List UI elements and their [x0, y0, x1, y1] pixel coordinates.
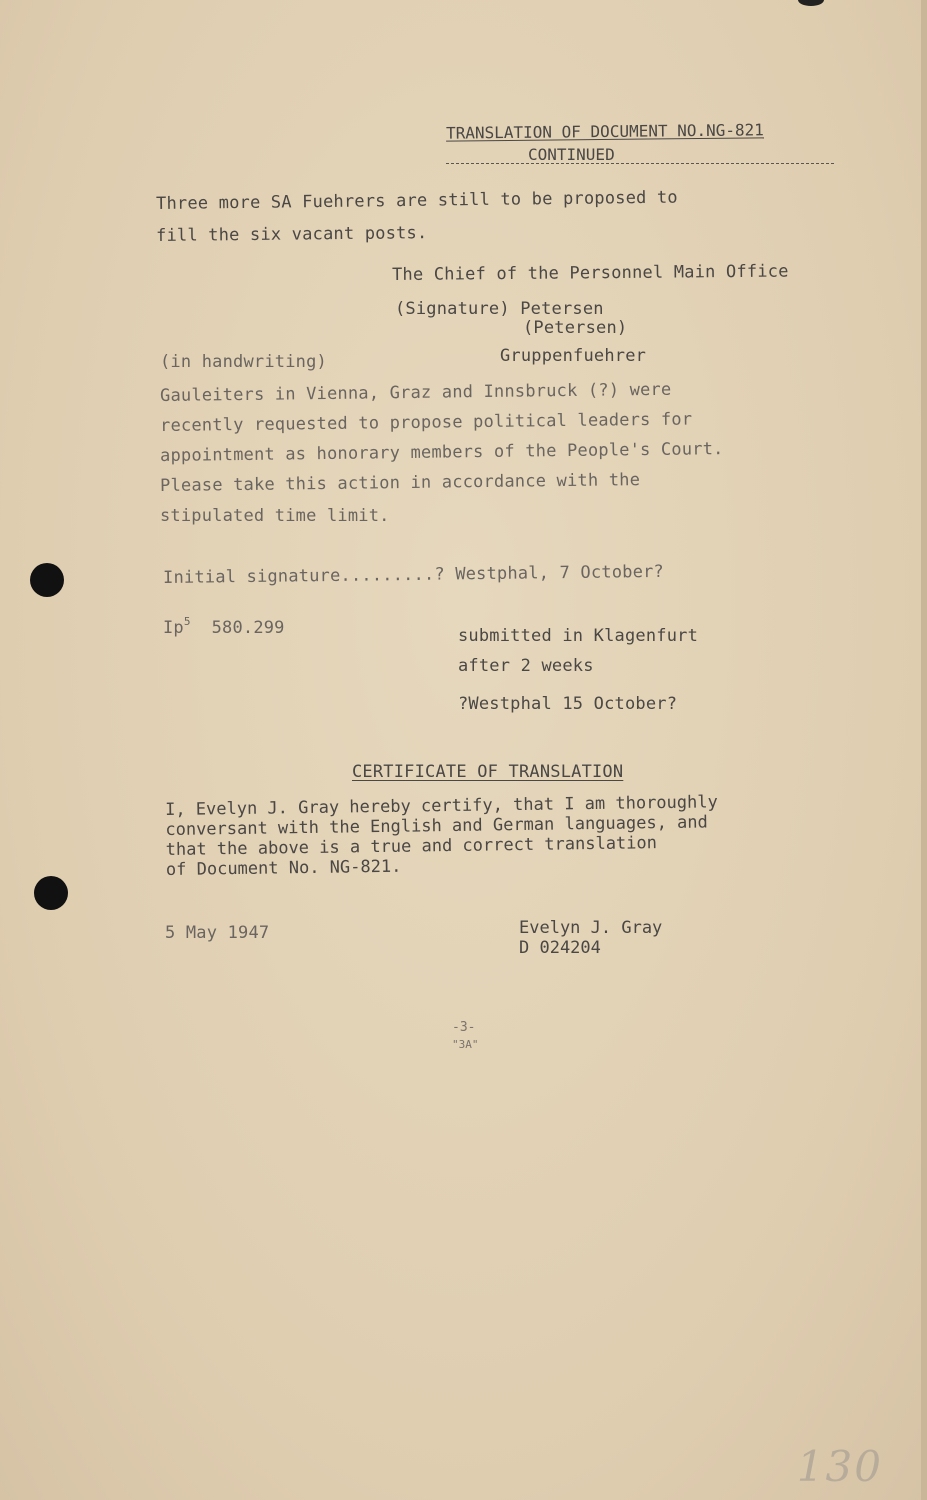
certificate-title: CERTIFICATE OF TRANSLATION — [352, 762, 624, 782]
paragraph-2-line-3: appointment as honorary members of the People's Court. — [159, 439, 724, 466]
certificate-line-3: that the above is a true and correct translation — [165, 833, 658, 860]
ip-reference — [163, 616, 285, 637]
paragraph-1-line-2: fill the six vacant posts. — [155, 223, 428, 246]
ip-label: Ip — [163, 618, 184, 638]
document-header — [446, 122, 764, 164]
handwriting-note: (in handwriting) — [160, 352, 327, 372]
certificate-line-1: I, Evelyn J. Gray hereby certify, that I am thoroughly — [165, 792, 718, 820]
initial-signature-line: Initial signature.........? Westphal, 7 October? — [162, 561, 665, 588]
signature-name: (Petersen) — [523, 318, 628, 338]
signer-block — [519, 918, 662, 958]
certificate-date: 5 May 1947 — [165, 923, 270, 943]
signer-id: D 024204 — [519, 938, 601, 958]
signature-line: (Signature) Petersen — [395, 299, 604, 319]
header-continued: CONTINUED — [528, 145, 615, 164]
paper-edge — [921, 0, 927, 1500]
punch-hole-lower — [34, 876, 68, 910]
header-rule — [446, 163, 834, 164]
certificate-line-4: of Document No. NG-821. — [165, 856, 402, 880]
paragraph-2-line-5: stipulated time limit. — [160, 506, 390, 526]
ip-superscript: 5 — [183, 615, 191, 628]
signer-name: Evelyn J. Gray — [519, 918, 663, 938]
paragraph-1-line-1: Three more SA Fuehrers are still to be proposed to — [155, 187, 678, 214]
submitted-line-2: after 2 weeks — [458, 656, 594, 676]
rank-line: Gruppenfuehrer — [500, 346, 647, 366]
handwritten-page-number: 130 — [796, 1442, 883, 1491]
paragraph-2-line-1: Gauleiters in Vienna, Graz and Innsbruck (?) were — [159, 379, 672, 406]
chief-title-line: The Chief of the Personnel Main Office — [391, 261, 789, 285]
certificate-line-2: conversant with the English and German languages, and — [165, 812, 708, 840]
paragraph-2-line-4: Please take this action in accordance with the — [159, 470, 641, 496]
page-number: -3- — [452, 1020, 476, 1035]
paragraph-2-line-2: recently requested to propose political leaders for — [159, 409, 693, 436]
submitted-line-1: submitted in Klagenfurt — [458, 626, 699, 646]
ip-number: 580.299 — [211, 618, 285, 638]
header-title: TRANSLATION OF DOCUMENT NO.NG-821 — [445, 120, 764, 143]
certificate-body — [165, 792, 719, 880]
page-stamp: "3A" — [452, 1038, 479, 1051]
top-edge-mark — [798, 0, 824, 6]
submitted-line-3: ?Westphal 15 October? — [458, 694, 678, 714]
punch-hole-upper — [30, 563, 64, 597]
